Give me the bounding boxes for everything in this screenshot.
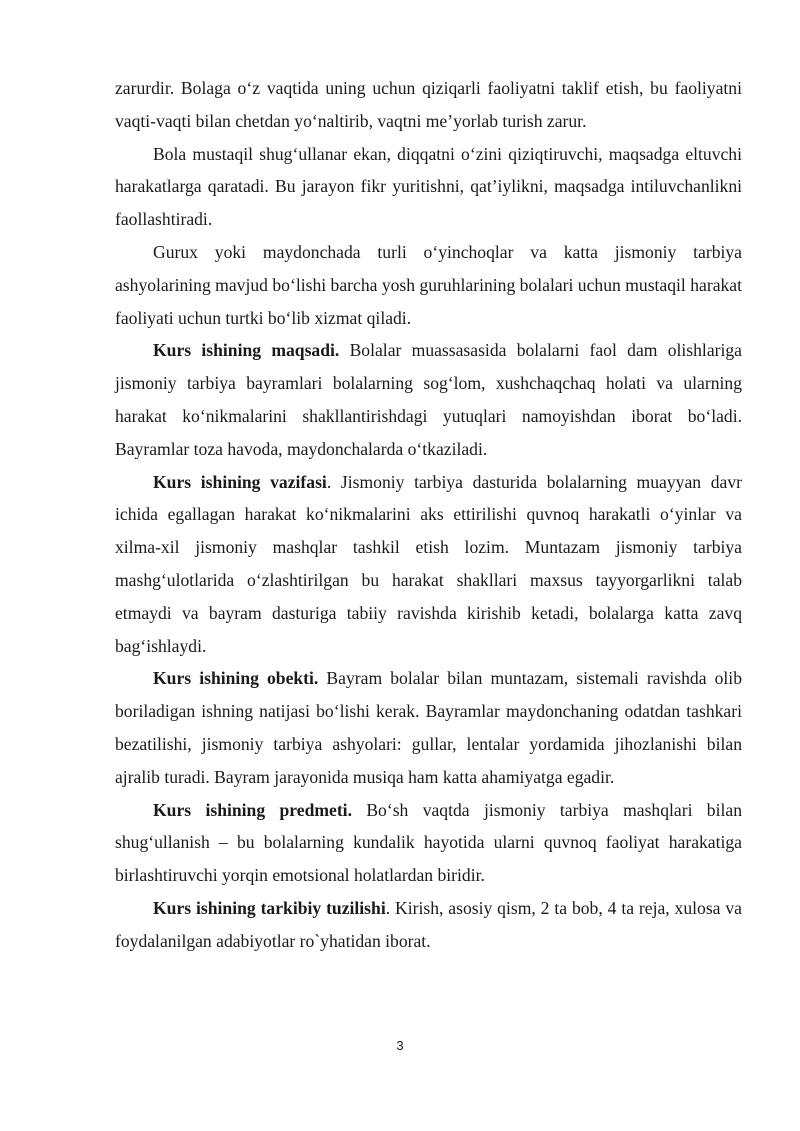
paragraph-heading: Kurs ishining vazifasi: [153, 471, 327, 492]
paragraph-heading: Kurs ishining obekti.: [153, 668, 319, 689]
paragraph-heading: Kurs ishining maqsadi.: [153, 340, 340, 361]
paragraph-goal: [115, 334, 742, 465]
paragraph-task: [115, 466, 742, 663]
paragraph-text: Bola mustaqil shugʻullanar ekan, diqqatni oʻzini qiziqtiruvchi, maqsadga eltuvchi harakatlarga qaratadi. Bu jarayon fikr yuritishni, qatʼiylikni, maqsadga intiluvchanlikni faollashtiradi.: [115, 143, 742, 230]
paragraph-text: Gurux yoki maydonchada turli oʻyinchoqlar va katta jismoniy tarbiya ashyolarining mavjud boʻlishi barcha yosh guruhlarining bolalari uchun mustaqil harakat faoliyati uchun turtki boʻlib xizmat qiladi.: [115, 241, 742, 328]
paragraph-text: Bayram bolalar bilan muntazam, sistemali ravishda olib boriladigan ishning natijasi boʻlishi kerak. Bayramlar maydonchaning odatdan tashkari bezatilishi, jismoniy tarbiya ashyolari: gullar, lentalar yordamida jihozlanishi bilan ajralib turadi. Bayram jarayonida musiqa ham katta ahamiyatga egadir.: [115, 668, 742, 787]
paragraph-text: Boʻsh vaqtda jismoniy tarbiya mashqlari bilan shugʻullanish – bu bolalarning kundalik hayotida ularni quvnoq faoliyat harakatiga birlashtiruvchi yorqin emotsional holatlardan biridir.: [115, 799, 742, 886]
page-number: 3: [396, 1038, 404, 1053]
paragraph-structure: [115, 892, 742, 958]
paragraph-subject: [115, 794, 742, 892]
paragraph-continuation: [115, 72, 742, 138]
paragraph-text: . Kirish, asosiy qism, 2 ta bob, 4 ta reja, xulosa va foydalanilgan adabiyotlar ro`yhatidan iborat.: [115, 897, 742, 951]
paragraph-independent-activity: [115, 138, 742, 236]
paragraph-equipment: [115, 236, 742, 334]
paragraph-heading: Kurs ishining predmeti.: [153, 799, 352, 820]
paragraph-text: Bolalar muassasasida bolalarni faol dam olishlariga jismoniy tarbiya bayramlari bolalarning sogʻlom, xushchaqchaq holati va ularning harakat koʻnikmalarini shakllantirishdagi yutuqlari namoyishdan iborat boʻladi. Bayramlar toza havoda, maydonchalarda oʻtkaziladi.: [115, 340, 742, 459]
paragraph-text: zarurdir. Bolaga oʻz vaqtida uning uchun qiziqarli faoliyatni taklif etish, bu faoliyatni vaqti-vaqti bilan chetdan yoʻnaltirib, vaqtni meʼyorlab turish zarur.: [115, 78, 742, 131]
paragraph-object: [115, 662, 742, 793]
paragraph-heading: Kurs ishining tarkibiy tuzilishi: [153, 897, 386, 918]
body-text: [115, 72, 742, 958]
paragraph-text: . Jismoniy tarbiya dasturida bolalarning muayyan davr ichida egallagan harakat koʻnikmalarini aks ettirilishi quvnoq harakatli oʻyinlar va xilma-xil jismoniy mashqlar tashkil etish lozim. Muntazam jismoniy tarbiya mashgʻulotlarida oʻzlashtirilgan bu harakat shakllari maxsus tayyorgarlikni talab etmaydi va bayram dasturiga tabiiy ravishda kirishib ketadi, bolalarga katta zavq bagʻishlaydi.: [115, 471, 742, 656]
